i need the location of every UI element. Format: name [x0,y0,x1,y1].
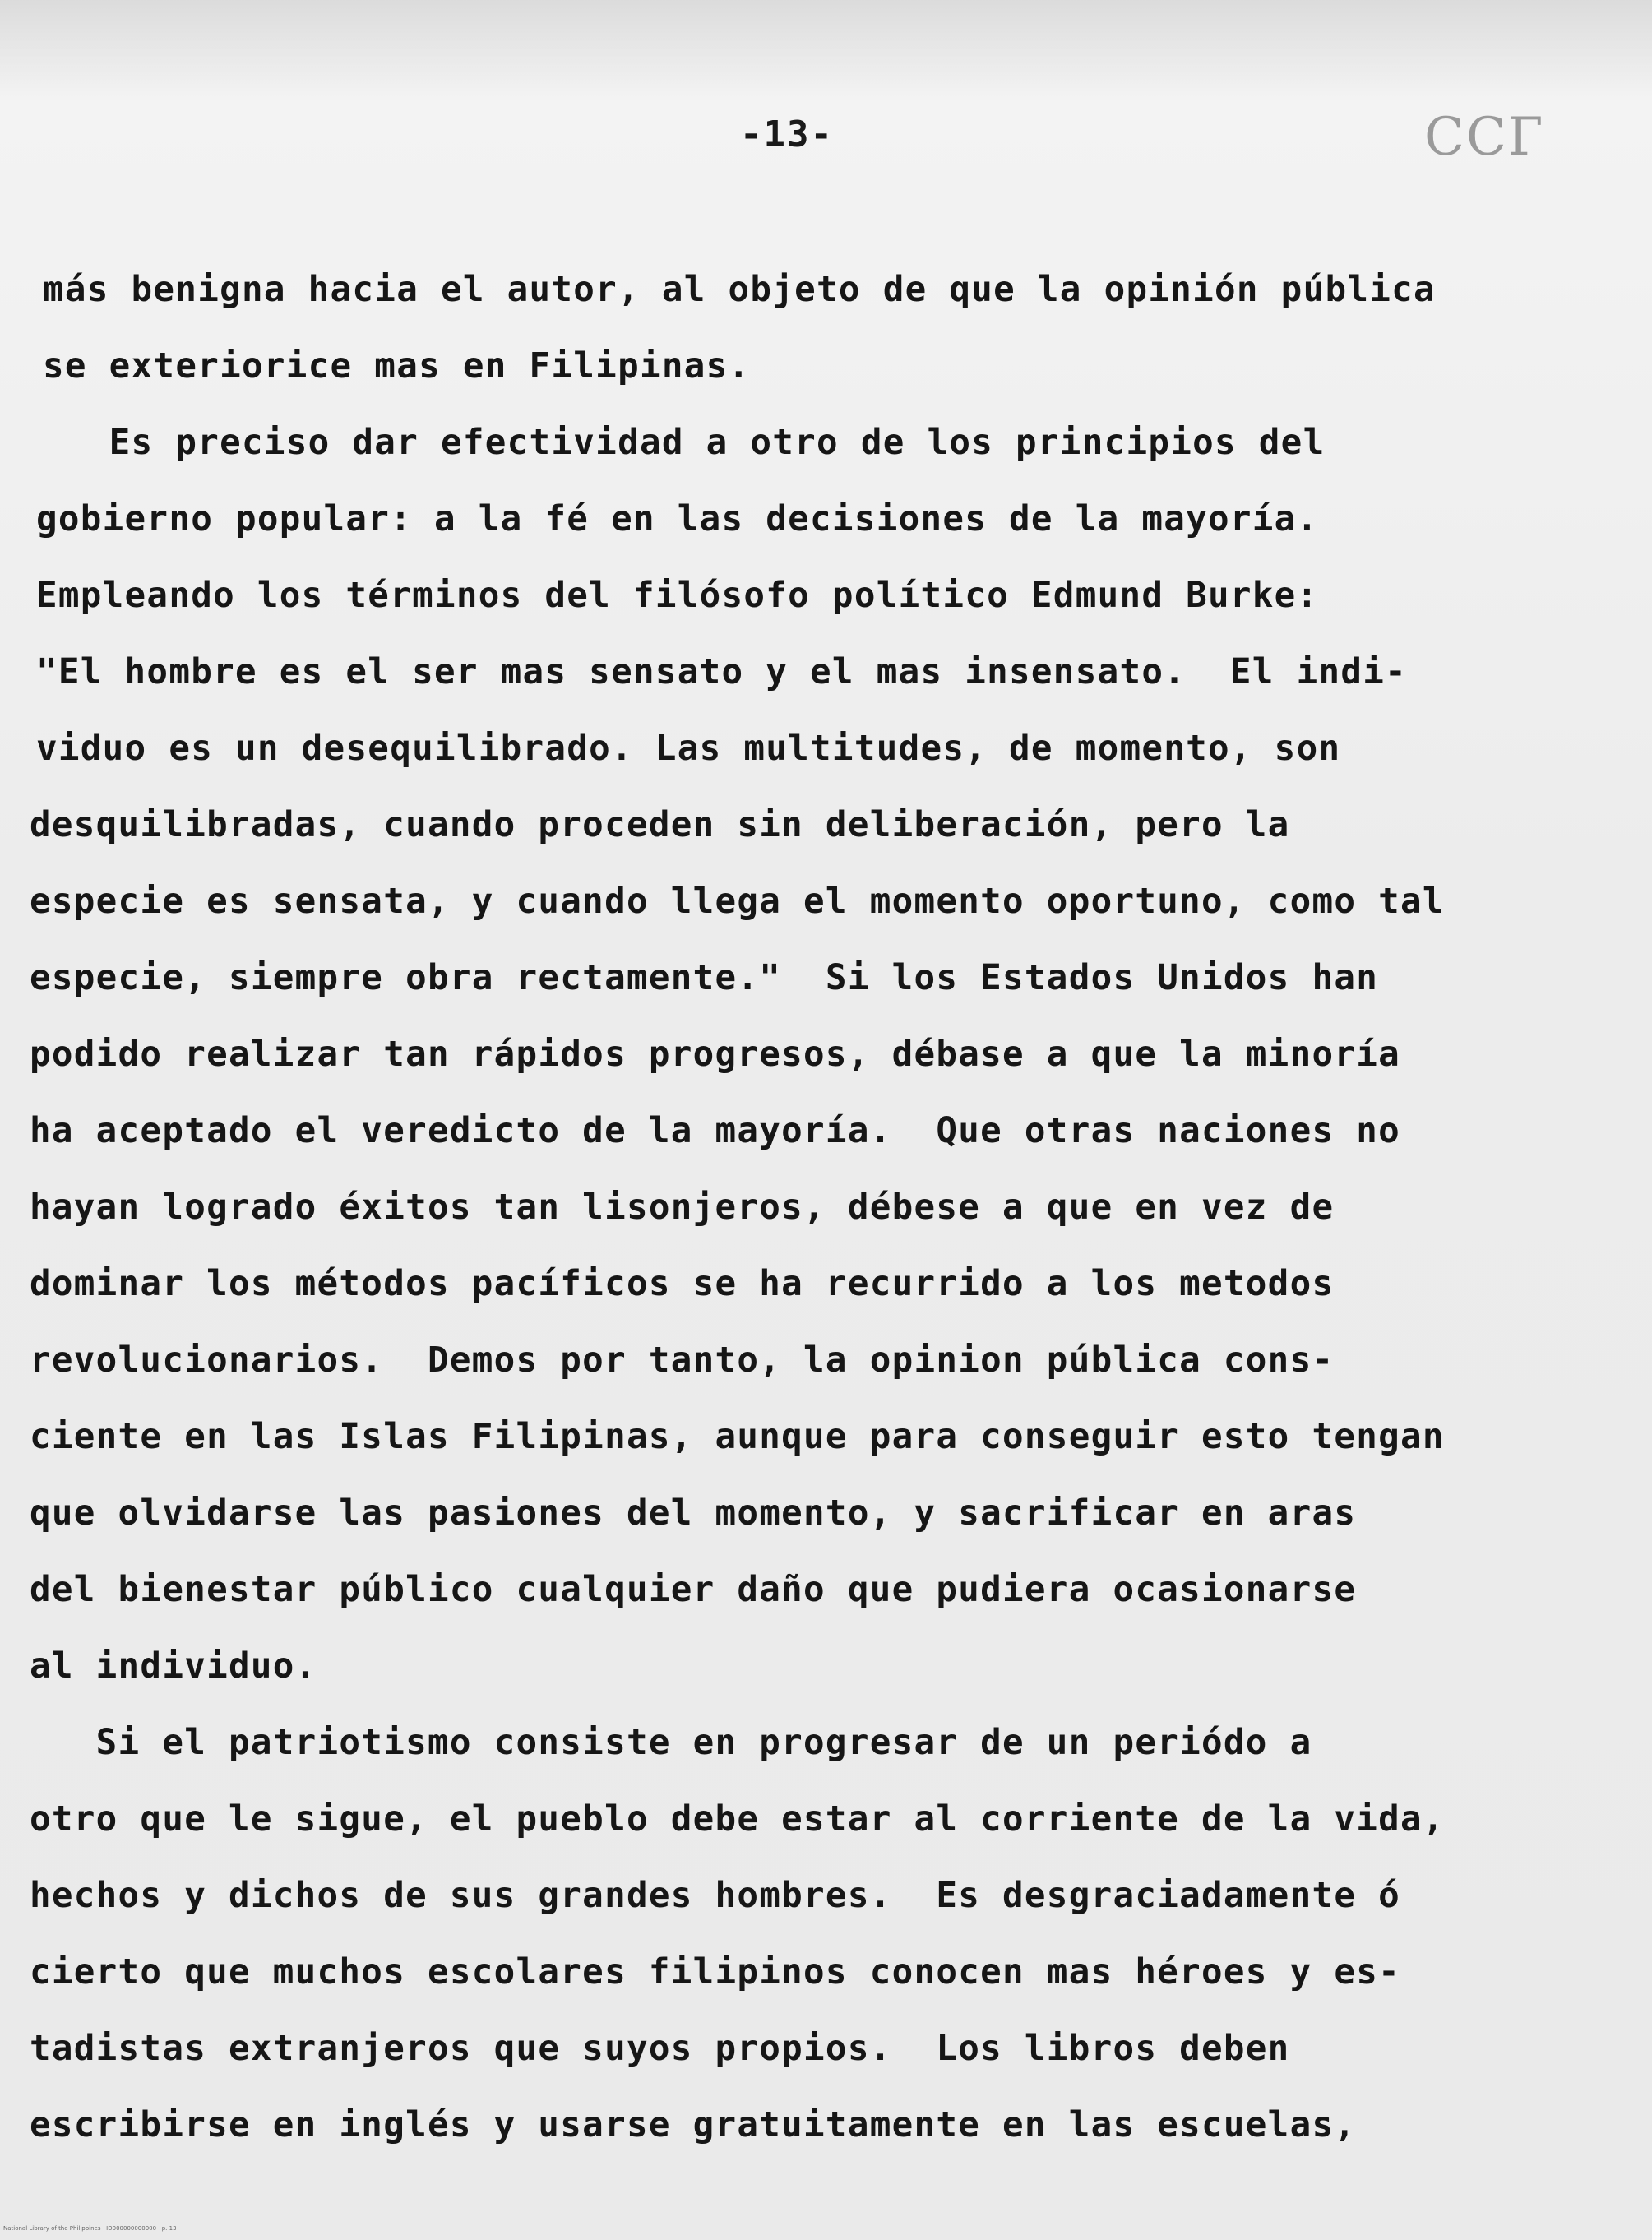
text-line: podido realizar tan rápidos progresos, débase a que la minoría [30,1034,1401,1075]
text-line: escribirse en inglés y usarse gratuitamente en las escuelas, [30,2105,1357,2145]
text-line: ciente en las Islas Filipinas, aunque para conseguir esto tengan [30,1417,1445,1457]
text-line: revolucionarios. Demos por tanto, la opinion pública cons- [30,1340,1335,1381]
text-line: Si el patriotismo consiste en progresar de un periódo a [30,1723,1312,1763]
page-number: -13- [740,113,834,155]
text-line: otro que le sigue, el pueblo debe estar al corriente de la vida, [30,1799,1445,1840]
text-line: hayan logrado éxitos tan lisonjeros, débese a que en vez de [30,1187,1335,1228]
text-line: cierto que muchos escolares filipinos conocen mas héroes y es- [30,1952,1401,1992]
archive-stamp: ССГ [1424,107,1545,168]
text-line: que olvidarse las pasiones del momento, y sacrificar en aras [30,1493,1357,1534]
text-line: "El hombre es el ser mas sensato y el mas insensato. El indi- [36,652,1408,692]
scan-footer: National Library of the Philippines · ID000000000000 · p. 13 [3,2225,177,2232]
text-line: al individuo. [30,1646,317,1687]
text-line: se exteriorice mas en Filipinas. [43,346,751,386]
text-line: dominar los métodos pacíficos se ha recurrido a los metodos [30,1264,1335,1304]
scan-shadow [0,0,1652,99]
text-line: especie es sensata, y cuando llega el momento oportuno, como tal [30,882,1445,922]
text-line: Empleando los términos del filósofo político Edmund Burke: [36,576,1319,616]
text-line: desquilibradas, cuando proceden sin deliberación, pero la [30,805,1290,845]
text-line: especie, siempre obra rectamente." Si los Estados Unidos han [30,958,1379,998]
text-line: más benigna hacia el autor, al objeto de que la opinión pública [43,270,1436,310]
text-line: ha aceptado el veredicto de la mayoría. Que otras naciones no [30,1111,1401,1151]
text-line: gobierno popular: a la fé en las decisiones de la mayoría. [36,499,1319,539]
text-line: Es preciso dar efectividad a otro de los principios del [43,423,1326,463]
text-line: tadistas extranjeros que suyos propios. Los libros deben [30,2029,1290,2069]
text-line: viduo es un desequilibrado. Las multitudes, de momento, son [36,729,1341,769]
text-line: hechos y dichos de sus grandes hombres. Es desgraciadamente ó [30,1876,1401,1916]
text-line: del bienestar público cualquier daño que pudiera ocasionarse [30,1570,1357,1610]
